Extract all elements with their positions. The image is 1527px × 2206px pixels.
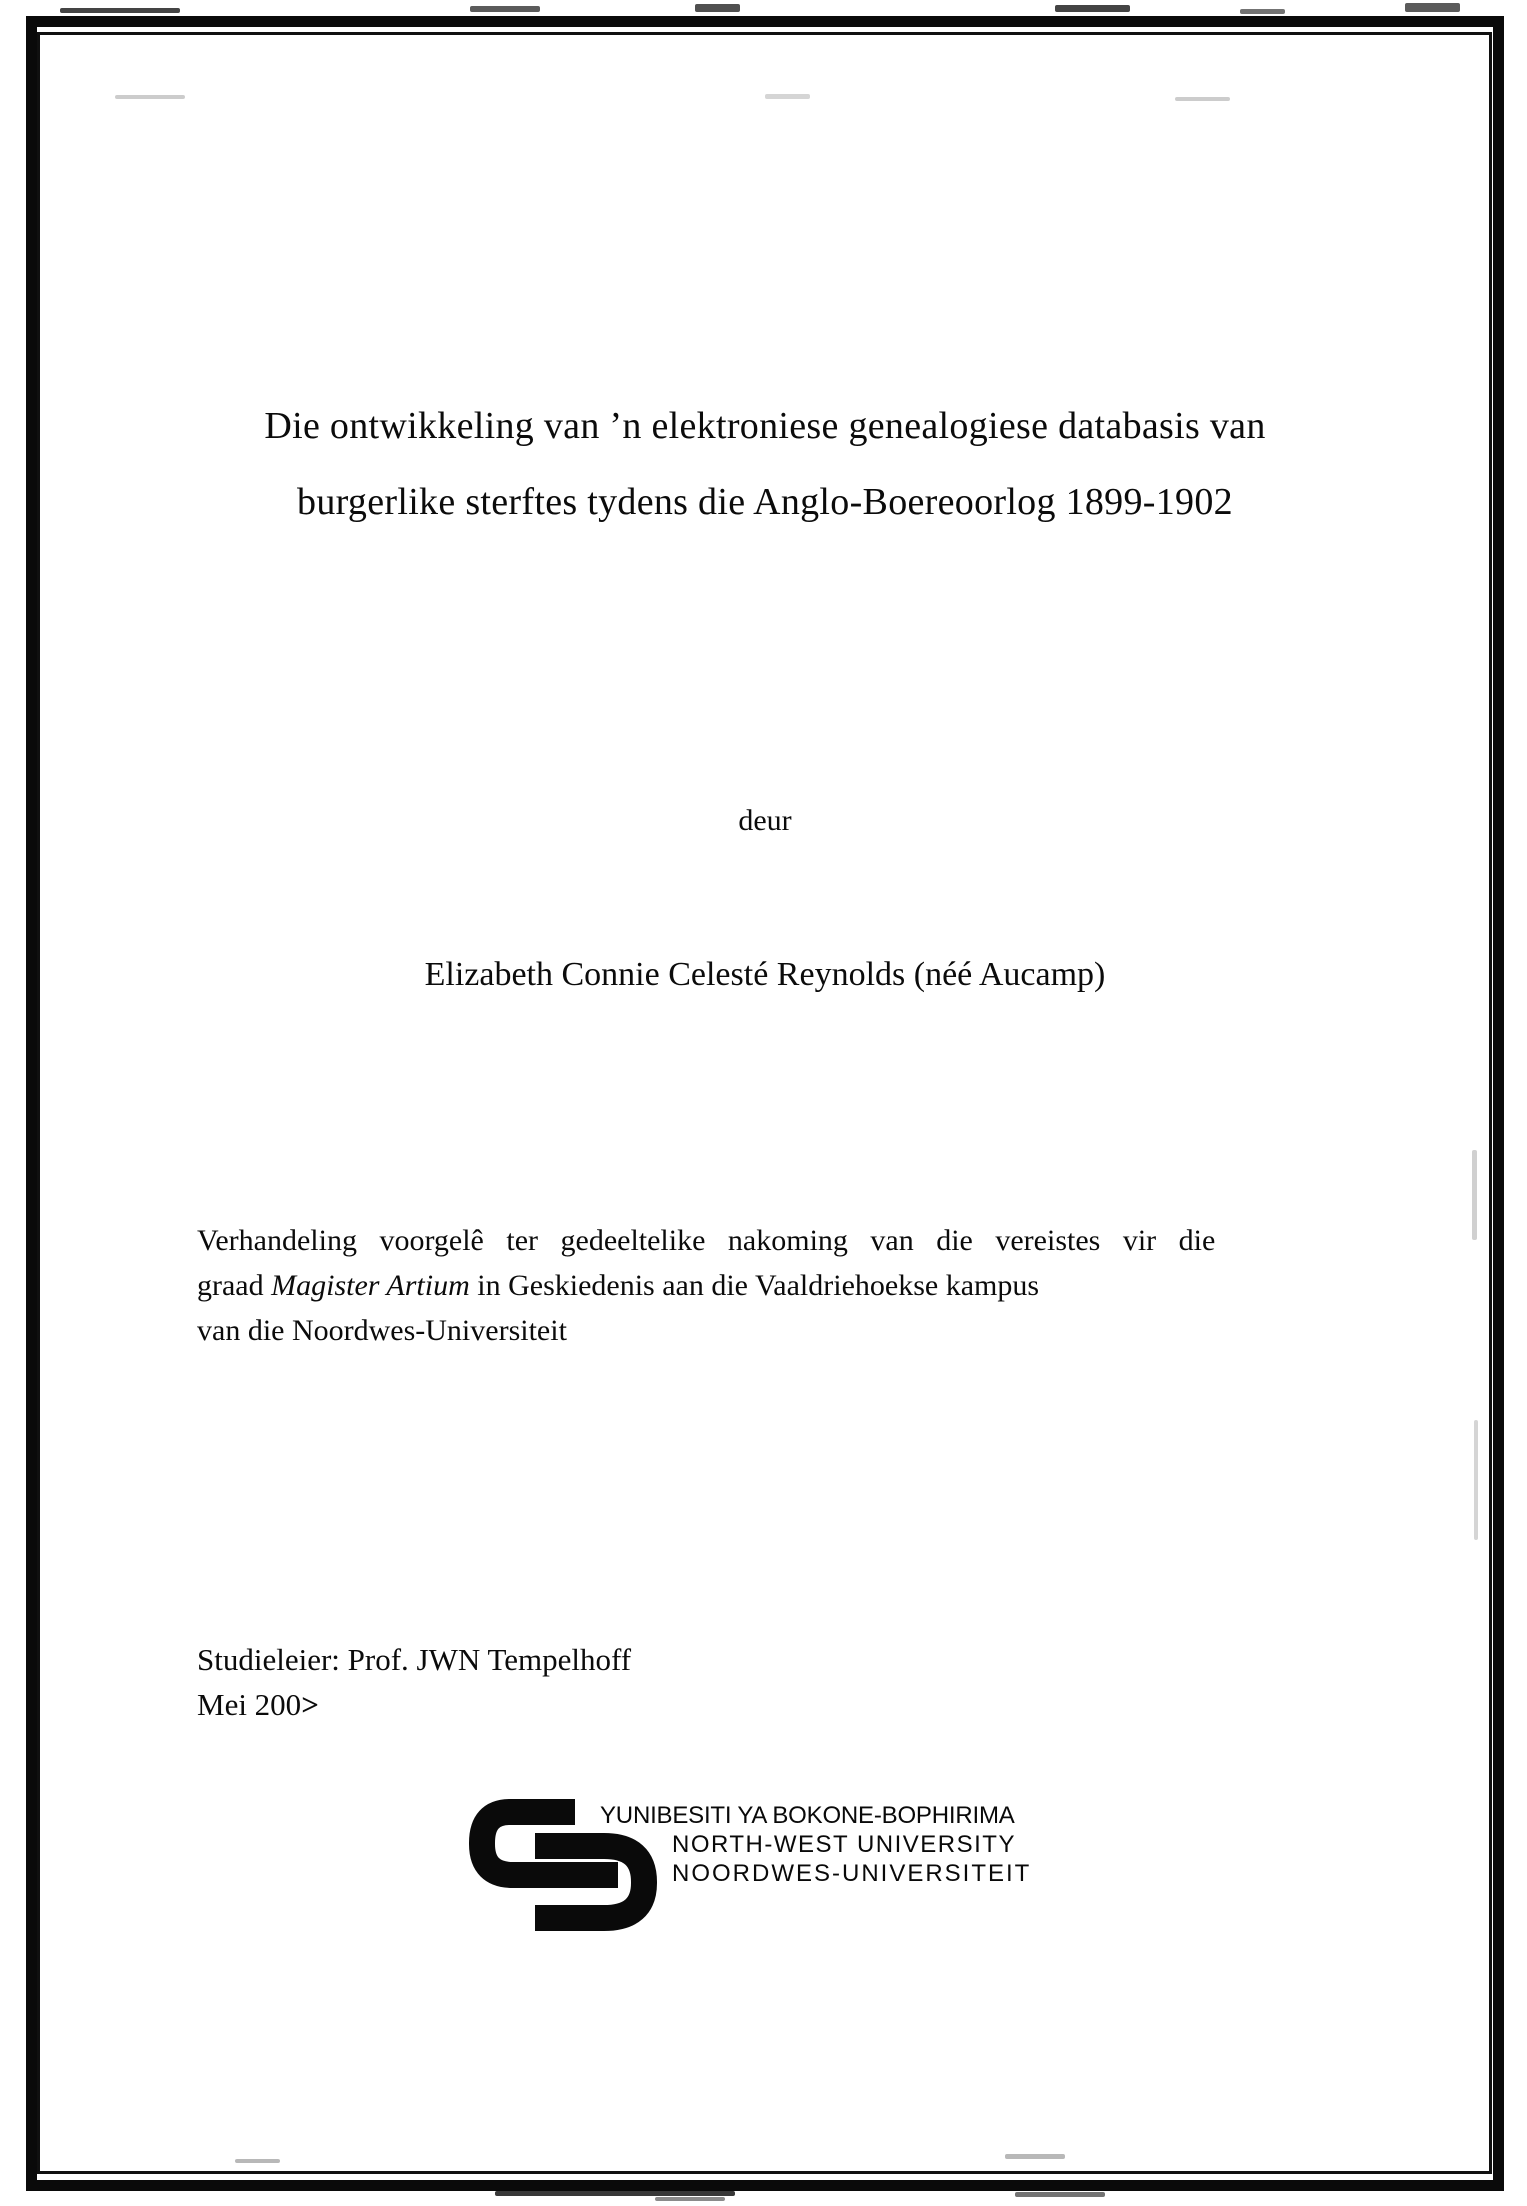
author-name: Elizabeth Connie Celesté Reynolds (néé Aucamp) — [424, 956, 1106, 993]
scan-artifact — [60, 8, 180, 13]
date-line — [197, 1682, 1097, 1727]
degree-statement-line3: van die Noordwes-Universiteit — [197, 1314, 567, 1347]
thesis-title — [185, 388, 1345, 540]
scan-artifact — [235, 2159, 280, 2163]
scan-artifact — [1474, 1420, 1478, 1540]
logo-text-setswana: YUNIBESITI YA BOKONE-BOPHIRIMA — [600, 1802, 1015, 1829]
scan-artifact — [1055, 5, 1130, 12]
thesis-title-line2: burgerlike sterftes tydens die Anglo-Boereoorlog 1899-1902 — [297, 481, 1233, 523]
scan-artifact — [1240, 9, 1285, 14]
scan-artifact — [470, 6, 540, 12]
degree-statement-line1: Verhandeling voorgelê ter gedeeltelike nakoming van die vereistes vir die — [197, 1224, 1216, 1257]
thesis-title-line1: Die ontwikkeling van ’n elektroniese genealogiese databasis van — [264, 405, 1266, 447]
scan-artifact — [1175, 97, 1230, 101]
scan-artifact — [765, 94, 810, 99]
supervisor-line: Studieleier: Prof. JWN Tempelhoff — [197, 1642, 632, 1677]
degree-line2-post: in Geskiedenis aan die Vaaldriehoekse kampus — [469, 1269, 1040, 1302]
scan-artifact — [1405, 3, 1460, 12]
supervisor-block — [197, 1637, 1097, 1727]
scan-artifact — [1005, 2154, 1065, 2159]
scan-artifact — [115, 95, 185, 99]
degree-statement-line2 — [197, 1263, 1347, 1308]
scan-artifact — [655, 2197, 725, 2201]
degree-line2-italic: Magister Artium — [271, 1269, 470, 1302]
scan-artifact — [1015, 2192, 1105, 2197]
scan-artifact — [495, 2191, 735, 2196]
scan-artifact — [1472, 1150, 1477, 1240]
degree-statement — [197, 1218, 1347, 1353]
scan-artifact — [695, 4, 740, 12]
logo-text-english: NORTH-WEST UNIVERSITY — [672, 1831, 1016, 1858]
degree-line2-pre: graad — [197, 1269, 272, 1302]
date-prefix: Mei 200 — [197, 1687, 302, 1722]
date-seven-glyph: > — [301, 1687, 318, 1722]
logo-text-afrikaans: NOORDWES-UNIVERSITEIT — [672, 1860, 1032, 1887]
nwu-logo-text — [600, 1801, 1031, 1888]
byline: deur — [738, 804, 792, 837]
